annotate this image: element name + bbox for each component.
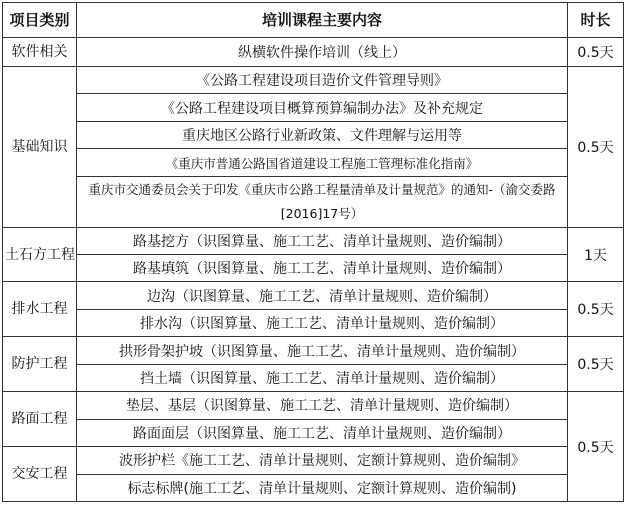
table-row bbox=[3, 94, 624, 121]
course-item: 重庆市交通委员会关于印发《重庆市公路工程量清单及计量规范》的通知-（渝交委路[2016]17号） bbox=[77, 176, 568, 227]
duration-software: 0.5天 bbox=[568, 37, 624, 66]
table-row bbox=[3, 364, 624, 391]
course-item: 标志标牌(施工工艺、清单计量规则、定额计算规则、造价编制) bbox=[77, 474, 568, 501]
category-drainage: 排水工程 bbox=[3, 282, 77, 337]
category-software: 软件相关 bbox=[3, 37, 77, 66]
table-row bbox=[3, 337, 624, 364]
table-row bbox=[3, 419, 624, 446]
table-row bbox=[3, 176, 624, 227]
course-item: 《重庆市普通公路国省道建设工程施工管理标准化指南》 bbox=[77, 149, 568, 176]
table-row bbox=[3, 309, 624, 336]
training-course-table bbox=[2, 2, 624, 502]
table-row bbox=[3, 447, 624, 474]
category-pavement: 路面工程 bbox=[3, 392, 77, 447]
table-row bbox=[3, 227, 624, 254]
course-item: 《公路工程建设项目概算预算编制办法》及补充规定 bbox=[77, 94, 568, 121]
course-item: 《公路工程建设项目造价文件管理导则》 bbox=[77, 67, 568, 94]
table-row bbox=[3, 149, 624, 176]
table-row bbox=[3, 67, 624, 94]
course-item: 拱形骨架护坡（识图算量、施工工艺、清单计量规则、造价编制） bbox=[77, 337, 568, 364]
course-item: 路基填筑（识图算量、施工工艺、清单计量规则、造价编制） bbox=[77, 255, 568, 282]
course-item: 路基挖方（识图算量、施工工艺、清单计量规则、造价编制） bbox=[77, 227, 568, 254]
header-content: 培训课程主要内容 bbox=[77, 3, 568, 38]
table-row bbox=[3, 474, 624, 501]
course-item: 纵横软件操作培训（线上） bbox=[77, 37, 568, 66]
table-row bbox=[3, 392, 624, 419]
duration-drainage: 0.5天 bbox=[568, 282, 624, 337]
course-item: 路面面层（识图算量、施工工艺、清单计量规则、造价编制） bbox=[77, 419, 568, 446]
header-category: 项目类别 bbox=[3, 3, 77, 38]
course-item: 排水沟（识图算量、施工工艺、清单计量规则、造价编制） bbox=[77, 309, 568, 336]
course-item: 边沟（识图算量、施工工艺、清单计量规则、造价编制） bbox=[77, 282, 568, 309]
header-duration: 时长 bbox=[568, 3, 624, 38]
course-item: 波形护栏《施工工艺、清单计量规则、定额计算规则、造价编制》 bbox=[77, 447, 568, 474]
table-row bbox=[3, 37, 624, 66]
duration-earthwork: 1天 bbox=[568, 227, 624, 282]
category-earthwork: 土石方工程 bbox=[3, 227, 77, 282]
duration-basic: 0.5天 bbox=[568, 67, 624, 228]
table-row bbox=[3, 121, 624, 148]
table-header-row bbox=[3, 3, 624, 38]
table-row bbox=[3, 255, 624, 282]
duration-protection: 0.5天 bbox=[568, 337, 624, 392]
category-traffic: 交安工程 bbox=[3, 447, 77, 502]
category-protection: 防护工程 bbox=[3, 337, 77, 392]
table-row bbox=[3, 282, 624, 309]
category-basic: 基础知识 bbox=[3, 67, 77, 228]
duration-pavement-traffic: 0.5天 bbox=[568, 392, 624, 502]
course-item: 垫层、基层（识图算量、施工工艺、清单计量规则、造价编制） bbox=[77, 392, 568, 419]
course-item: 挡土墙（识图算量、施工工艺、清单计量规则、造价编制） bbox=[77, 364, 568, 391]
course-item: 重庆地区公路行业新政策、文件理解与运用等 bbox=[77, 121, 568, 148]
